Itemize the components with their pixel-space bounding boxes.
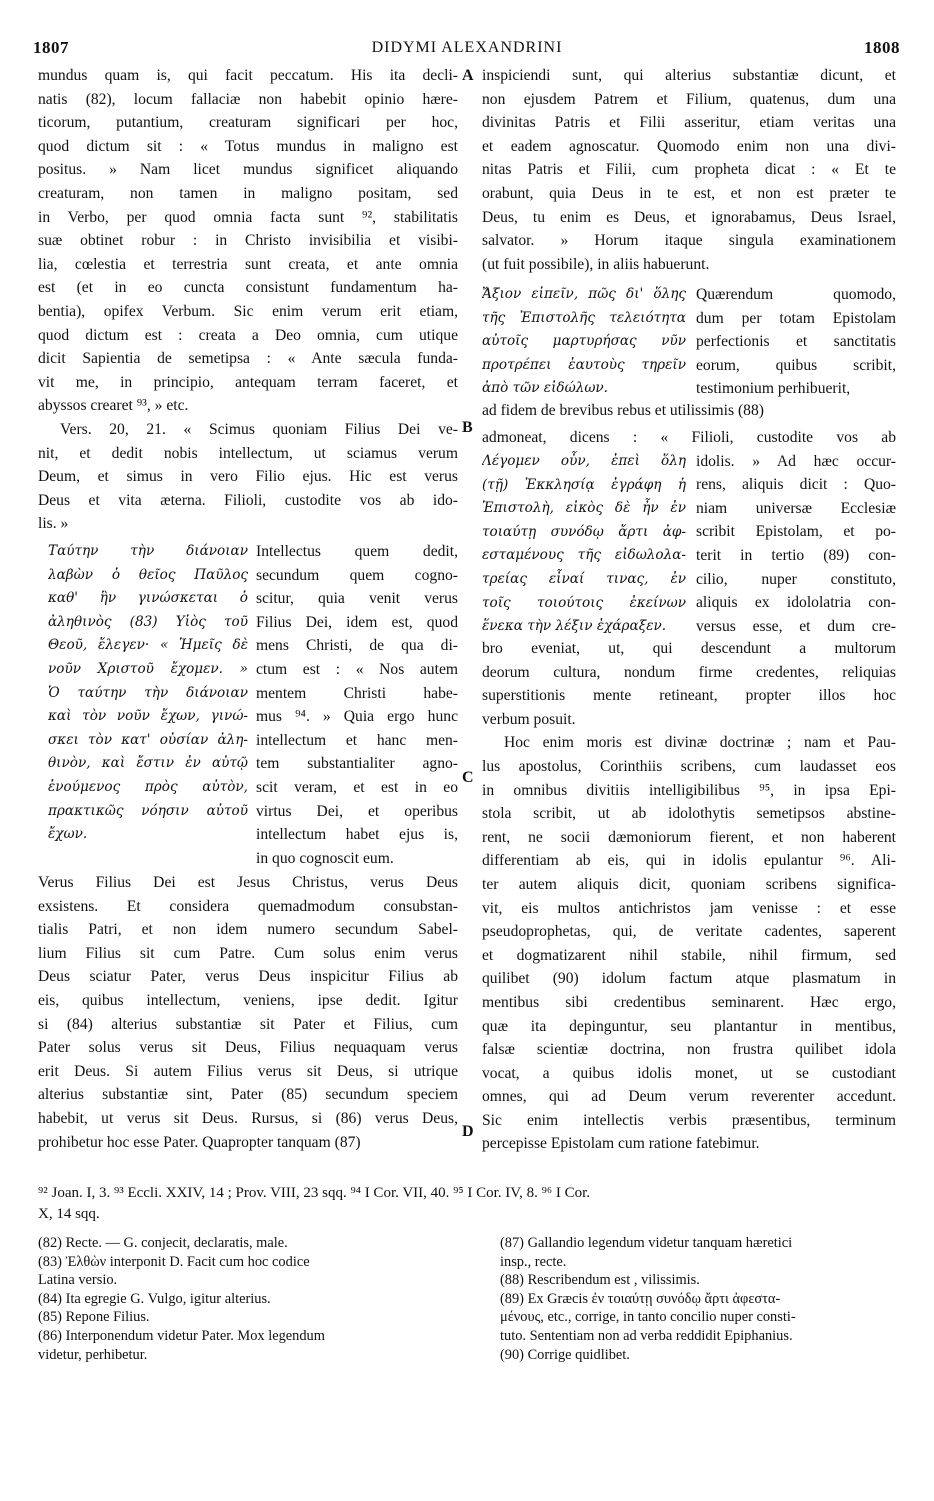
right-tail-line: pseudoprophetas, qui, de veritate cadentes, saperent [482, 923, 896, 941]
left-tail-line: erit Deus. Si autem Filius verus sit Deus, si utrique [38, 1062, 458, 1080]
margin-letter-a: A [462, 67, 474, 84]
scripture-references [38, 1183, 898, 1225]
page-number-left: 1807 [33, 38, 69, 57]
greek-line: λαβὼν ὁ θεῖος Παῦλος [48, 566, 248, 583]
right-tail-line: differentiam ab eis, qui in idolis epulantur ⁹⁶. Ali- [482, 852, 896, 870]
footnote-line: (82) Recte. — G. conjecit, declaratis, male. [38, 1235, 288, 1251]
footnote-line: (89) Ex Græcis ἐν τοιαύτῃ συνόδῳ ἄρτι ἀφεστα- [500, 1290, 781, 1307]
left-text-line: lis. » [38, 515, 69, 533]
latin-line: in quo cognoscit eum. [256, 849, 394, 867]
latin-line: eorum, quibus scribit, [696, 356, 896, 374]
right-tail-line: bro eveniat, ut, qui descendunt a multorum [482, 640, 896, 657]
footnote-line: (86) Interponendum videtur Pater. Mox legendum [38, 1327, 325, 1344]
right-tail-line: superstitionis mente retineant, propter illos hoc [482, 687, 896, 705]
greek-line: Λέγομεν οὖν, ἐπεὶ ὅλη [482, 453, 686, 469]
latin-line: mentem Christi habe- [256, 684, 458, 702]
greek-line: εσταμένους τῆς εἰδωλολα- [482, 547, 686, 564]
right-text-line: non ejusdem Patrem et Filium, quatenus, dum una [482, 90, 896, 108]
left-text-line: positus. » Nam licet mundus significet aliquando [38, 161, 458, 179]
right-tail-line: Hoc enim moris est divinæ doctrinæ ; nam et Pau- [504, 734, 896, 752]
scripture-ref-line: ⁹² Joan. I, 3. ⁹³ Eccli. XXIV, 14 ; Prov. VIII, 23 sqq. ⁹⁴ I Cor. VII, 40. ⁹⁵ I Cor. IV, 8. ⁹⁶ I Cor. [38, 1185, 591, 1201]
greek-line: ἔχων. [48, 826, 88, 843]
greek-line: θινὸν, καὶ ἔστιν ἐν αὐτῷ [48, 755, 248, 772]
greek-line: ἑνούμενος πρὸς αὐτὸν, [48, 778, 248, 795]
left-text-line: lia, cœlestia et terrestria sunt creata, et ante omnia [38, 255, 458, 273]
footnote-line: insp., recte. [500, 1253, 567, 1270]
right-tail-line: vocat, a quibus idolis monet, ut se custodiant [482, 1064, 896, 1082]
latin-line: intellectum et hanc men- [256, 731, 458, 749]
right-tail-line: deorum cultura, nondum firme credentes, reliquias [482, 663, 896, 681]
latin-line: versus esse, et dum cre- [696, 617, 896, 635]
greek-line: Ὁ ταύτην τὴν διάνοιαν [48, 684, 248, 701]
latin-line: testimonium perhibuerit, [696, 380, 851, 398]
left-text-line: mundus quam is, qui facit peccatum. His ita decli- [38, 67, 458, 84]
greek-line: αὐτοῖς μαρτυρήσας νῦν [482, 333, 686, 350]
left-tail-line: exsistens. Et considera quemadmodum consubstan- [38, 897, 458, 915]
left-tail-line: eis, quibus intellectum, veniens, ipse dedit. Igitur [38, 991, 458, 1009]
left-text-line: nit, et dedit nobis intellectum, ut sciamus verum [38, 444, 458, 462]
left-tail-line: Deus sciatur Pater, verus Deus inspicitur Filius ab [38, 968, 458, 986]
latin-line: idolis. » Ad hæc occur- [696, 452, 896, 470]
greek-line: ἕνεκα τὴν λέξιν ἐχάραξεν. [482, 618, 667, 635]
latin-line: scit veram, et est in eo [256, 778, 458, 796]
right-text-line: Deus, tu enim es Deus, et ignorabamus, Deus Israel, [482, 208, 896, 226]
latin-line: ctum est : « Nos autem [256, 660, 458, 678]
right-tail-line: verbum posuit. [482, 710, 576, 728]
greek-line: Ἄξιον εἰπεῖν, πῶς δι' ὅλης [482, 286, 686, 302]
left-greek-column [48, 540, 248, 847]
latin-line: secundum quem cogno- [256, 566, 458, 584]
greek-line: Θεοῦ, ἔλεγεν· « Ἡμεῖς δὲ [48, 637, 248, 654]
greek-line: τοιαύτῃ συνόδῳ ἄρτι ἀφ- [482, 523, 686, 540]
right-tail-line: stola scribit, ut ab idolothytis semetipsos abstine- [482, 805, 896, 823]
right-tail-line: ter autem aliquis dicit, quoniam scribens significa- [482, 875, 896, 893]
right-tail-line: quilibet (90) idolum factum atque plasmatum in [482, 970, 896, 988]
footnote-line: tuto. Sententiam non ad verba reddidit Epiphanius. [500, 1327, 793, 1344]
right-tail-line: et dogmatizarent nihil stabile, nihil firmum, sed [482, 946, 896, 964]
left-tail-line: si (84) alterius substantiæ sit Pater et Filius, cum [38, 1015, 458, 1033]
right-latin-column-2 [482, 426, 896, 638]
greek-line: σκει τὸν κατ' οὐσίαν ἀλη- [48, 731, 248, 748]
right-tail-line: in omnibus divitiis intelligibilibus ⁹⁵, in ipsa Epi- [482, 781, 896, 799]
left-text-line: suæ obtinet robur : in Christo invisibilia et visibi- [38, 232, 458, 250]
latin-line: perfectionis et sanctitatis [696, 333, 896, 351]
left-latin-column [256, 540, 458, 870]
left-tail-line: Pater solus verus sit Deus, Filius nequaquam verus [38, 1039, 458, 1057]
greek-line: Ἐπιστολὴ, εἰκὸς δὲ ἦν ἐν [482, 500, 686, 517]
latin-line: niam universæ Ecclesiæ [696, 499, 896, 517]
left-text-line: est (et in eo cuncta consistunt fundamentum ha- [38, 279, 458, 297]
left-text-line: Vers. 20, 21. « Scimus quoniam Filius Dei ve- [60, 420, 458, 438]
right-tail-line: rent, ne socii dæmoniorum fierent, et non haberent [482, 828, 896, 846]
left-text-line: quod dictum sit : « Totus mundus in maligno est [38, 137, 458, 155]
greek-line: καὶ τὸν νοῦν ἔχων, γινώ- [48, 708, 248, 725]
left-tail-line: Verus Filius Dei est Jesus Christus, verus Deus [38, 874, 458, 891]
greek-line: ἀληθινὸς (83) Υἱὸς τοῦ [48, 613, 248, 630]
page-number-right: 1808 [864, 38, 900, 57]
latin-line: tem substantialiter agno- [256, 755, 458, 773]
right-tail-line: percepisse Epistolam cum ratione fatebimur. [482, 1135, 760, 1153]
footnote-line: (88) Rescribendum est , vilissimis. [500, 1272, 700, 1289]
greek-line: πρακτικῶς νόησιν αὐτοῦ [48, 802, 248, 819]
latin-line: mens Christi, de qua di- [256, 637, 458, 655]
latin-line: admoneat, dicens : « Filioli, custodite vos ab [482, 429, 896, 446]
margin-letter-b: B [462, 419, 473, 436]
margin-letter-d: D [462, 1123, 474, 1140]
right-text-line: salvator. » Horum itaque singula examinationem [482, 232, 896, 250]
latin-line: virtus Dei, et operibus [256, 802, 458, 820]
latin-line: Filius Dei, idem est, quod [256, 613, 458, 631]
footnote-line: (85) Repone Filius. [38, 1309, 150, 1326]
left-text-line: ticorum, putantium, creaturam significari per hoc, [38, 114, 458, 132]
right-text-line: nitas Patris et Filii, cum propheta dicat : « Et te [482, 161, 896, 179]
right-column-top-text [482, 64, 896, 276]
margin-letter-c: C [462, 769, 474, 786]
footnote-line: (83) Ἐλθὼν interponit D. Facit cum hoc codice [38, 1253, 310, 1270]
left-tail-line: habebit, ut verus sit Deus. Rursus, si (86) verus Deus, [38, 1109, 458, 1127]
right-tail-line: falsæ scientiæ doctrina, non frustra quilibet idola [482, 1041, 896, 1059]
right-text-line: divinitas Patris et Filii asseritur, etiam veritas una [482, 114, 896, 132]
greek-line: τρείας εἶναί τινας, ἐν [482, 570, 686, 587]
latin-line: cilio, nuper constituto, [696, 570, 896, 588]
right-tail-line: vit, eis multos antichristos jam venisse : et esse [482, 899, 896, 917]
left-text-line: abyssos crearet ⁹³, » etc. [38, 397, 189, 415]
right-ad-line: ad fidem de brevibus rebus et utilissimis (88) [482, 402, 764, 419]
right-column-bottom-text [482, 637, 896, 1156]
latin-line: Quærendum quomodo, [696, 286, 896, 303]
footnote-line: (87) Gallandio legendum videtur tanquam hæretici [500, 1235, 793, 1251]
left-text-line: dicit Sapientia de semetipsa : « Ante sæcula funda- [38, 350, 458, 368]
left-column-top-text [38, 64, 458, 536]
left-tail-line: prohibetur hoc esse Pater. Quapropter tanquam (87) [38, 1133, 361, 1151]
right-greek-column-1 [482, 283, 686, 401]
left-text-line: natis (82), locum fallaciæ non habebit opinio hære- [38, 90, 458, 108]
latin-line: scribit Epistolam, et po- [696, 523, 896, 541]
left-tail-line: lium Filius sit cum Patre. Cum solus enim verus [38, 944, 458, 962]
footnote-line: (84) Ita egregie G. Vulgo, igitur alterius. [38, 1290, 271, 1307]
left-text-line: bentia), opifex Verbum. Sic enim verum erit etiam, [38, 302, 458, 320]
right-tail-line: mentibus sibi credentibus seminarent. Hæc ergo, [482, 993, 896, 1011]
greek-line: καθ' ἣν γινώσκεται ὁ [48, 590, 248, 607]
latin-line: mus ⁹⁴. » Quia ergo hunc [256, 708, 458, 726]
greek-line: προτρέπει ἑαυτοὺς τηρεῖν [482, 356, 686, 373]
right-connecting-line [482, 399, 896, 423]
left-text-line: Deus et vita æterna. Filioli, custodite vos ab ido- [38, 491, 458, 509]
greek-line: ἀπὸ τῶν εἰδώλων. [482, 380, 608, 397]
left-text-line: Deum, et simus in vero Filio ejus. Hic est verus [38, 468, 458, 486]
right-tail-line: lus apostolus, Corinthiis scribens, cum laudasset eos [482, 757, 896, 775]
scripture-ref-line: X, 14 sqq. [38, 1206, 100, 1222]
latin-line: aliquis ex idololatria con- [696, 594, 896, 612]
greek-line: Ταύτην τὴν διάνοιαν [48, 543, 248, 559]
right-text-line: orabunt, quia Deus in te est, et non est præter te [482, 184, 896, 202]
latin-line: terit in tertio (89) con- [696, 546, 896, 564]
right-latin-column-1 [696, 283, 896, 401]
left-text-line: vit me, in principio, antequam terram faceret, et [38, 373, 458, 391]
left-column-bottom-text [38, 871, 458, 1154]
latin-line: intellectum habet ejus is, [256, 826, 458, 844]
right-text-line: inspiciendi sunt, qui alterius substantiæ dicunt, et [482, 67, 896, 84]
left-text-line: creaturam, non tamen in maligno positam, sed [38, 184, 458, 202]
right-text-line: et eadem agnoscatur. Quomodo enim non una divi- [482, 137, 896, 155]
footnote-line: videtur, perhibetur. [38, 1346, 148, 1363]
right-text-line: (ut fuit possibile), in aliis habuerunt. [482, 255, 710, 273]
greek-line: τῆς Ἐπιστολῆς τελειότητα [482, 309, 686, 326]
latin-line: dum per totam Epistolam [696, 309, 896, 327]
footnotes-right [500, 1234, 900, 1364]
right-tail-line: omnes, qui ad Deum verum reverenter accedunt. [482, 1088, 896, 1106]
latin-line: Intellectus quem dedit, [256, 543, 458, 560]
latin-line: rens, aliquis dicit : Quo- [696, 476, 896, 494]
left-tail-line: alterius substantiæ sint, Pater (85) secundum speciem [38, 1086, 458, 1104]
left-text-line: quod dictum est : creata a Deo omnia, cum utique [38, 326, 458, 344]
greek-line: (τῇ) Ἐκκλησίᾳ ἐγράφη ἡ [482, 476, 686, 493]
greek-line: τοῖς τοιούτοις ἐκείνων [482, 594, 686, 611]
running-title: DIDYMI ALEXANDRINI [371, 39, 563, 56]
right-tail-line: quæ ita depinguntur, seu plantantur in mentibus, [482, 1017, 896, 1035]
left-text-line: in Verbo, per quod omnia facta sunt ⁹², stabilitatis [38, 208, 458, 226]
right-tail-line: Sic enim intellectis verbis præsentibus, terminum [482, 1111, 896, 1129]
footnotes-left [38, 1234, 458, 1364]
footnote-line: μένους, etc., corrige, in tanto concilio nuper consti- [500, 1309, 796, 1326]
latin-line: scitur, quia venit verus [256, 590, 458, 608]
footnote-line: (90) Corrige quidlibet. [500, 1346, 630, 1363]
left-tail-line: tialis Patri, et non idem numero secundum Sabel- [38, 921, 458, 939]
footnote-line: Latina versio. [38, 1272, 118, 1289]
greek-line: νοῦν Χριστοῦ ἔχομεν. » [48, 660, 248, 677]
